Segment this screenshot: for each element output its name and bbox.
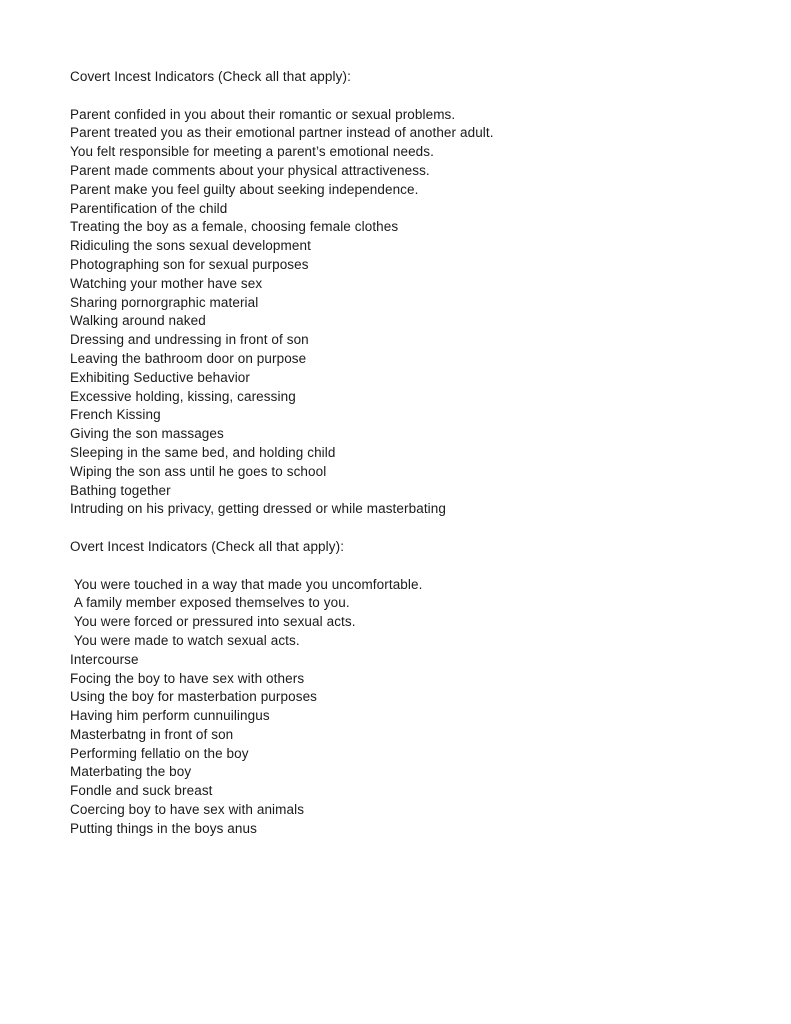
list-item: Intruding on his privacy, getting dressed or while masterbating (70, 501, 446, 517)
list-item: Parent make you feel guilty about seeking independence. (70, 181, 419, 197)
checklist-section (70, 68, 741, 519)
list-item: You felt responsible for meeting a parent’s emotional needs. (70, 144, 434, 160)
list-item: Wiping the son ass until he goes to school (70, 463, 327, 479)
section-header: Covert Incest Indicators (Check all that apply): (70, 69, 351, 84)
list-item: Parent made comments about your physical attractiveness. (70, 162, 430, 178)
list-item: Photographing son for sexual purposes (70, 256, 309, 272)
list-item: Bathing together (70, 482, 171, 498)
list-item: Walking around naked (70, 313, 206, 329)
list-item: Fondle and suck breast (70, 783, 213, 799)
list-item: Intercourse (70, 651, 139, 667)
list-item: Treating the boy as a female, choosing female clothes (70, 219, 399, 235)
list-item: Dressing and undressing in front of son (70, 332, 309, 348)
list-item: Parentification of the child (70, 200, 228, 216)
section-header: Overt Incest Indicators (Check all that apply): (70, 538, 345, 554)
list-item: You were made to watch sexual acts. (70, 632, 300, 648)
list-item: Masterbatng in front of son (70, 726, 234, 742)
list-item: Parent treated you as their emotional partner instead of another adult. (70, 125, 494, 141)
list-item: Excessive holding, kissing, caressing (70, 388, 296, 404)
list-item: Leaving the bathroom door on purpose (70, 350, 307, 366)
checklist-section (70, 538, 741, 839)
list-item: Sharing pornorgraphic material (70, 294, 259, 310)
list-item: Parent confided in you about their romantic or sexual problems. (70, 106, 456, 122)
list-item: Putting things in the boys anus (70, 820, 257, 836)
list-item: You were forced or pressured into sexual acts. (70, 614, 356, 630)
list-item: A family member exposed themselves to you. (70, 595, 350, 611)
list-item: Coercing boy to have sex with animals (70, 802, 305, 818)
list-item: Watching your mother have sex (70, 275, 263, 291)
list-item: Materbating the boy (70, 764, 192, 780)
list-item: Having him perform cunnuilingus (70, 708, 270, 724)
list-item: Performing fellatio on the boy (70, 745, 249, 761)
list-item: Sleeping in the same bed, and holding child (70, 444, 336, 460)
list-item: French Kissing (70, 407, 161, 423)
list-item: Exhibiting Seductive behavior (70, 369, 251, 385)
list-item: Using the boy for masterbation purposes (70, 689, 318, 705)
list-item: Focing the boy to have sex with others (70, 670, 305, 686)
list-item: Giving the son massages (70, 426, 224, 442)
list-item: Ridiculing the sons sexual development (70, 238, 311, 254)
list-item: You were touched in a way that made you uncomfortable. (70, 576, 423, 592)
checklist-document (70, 68, 741, 857)
